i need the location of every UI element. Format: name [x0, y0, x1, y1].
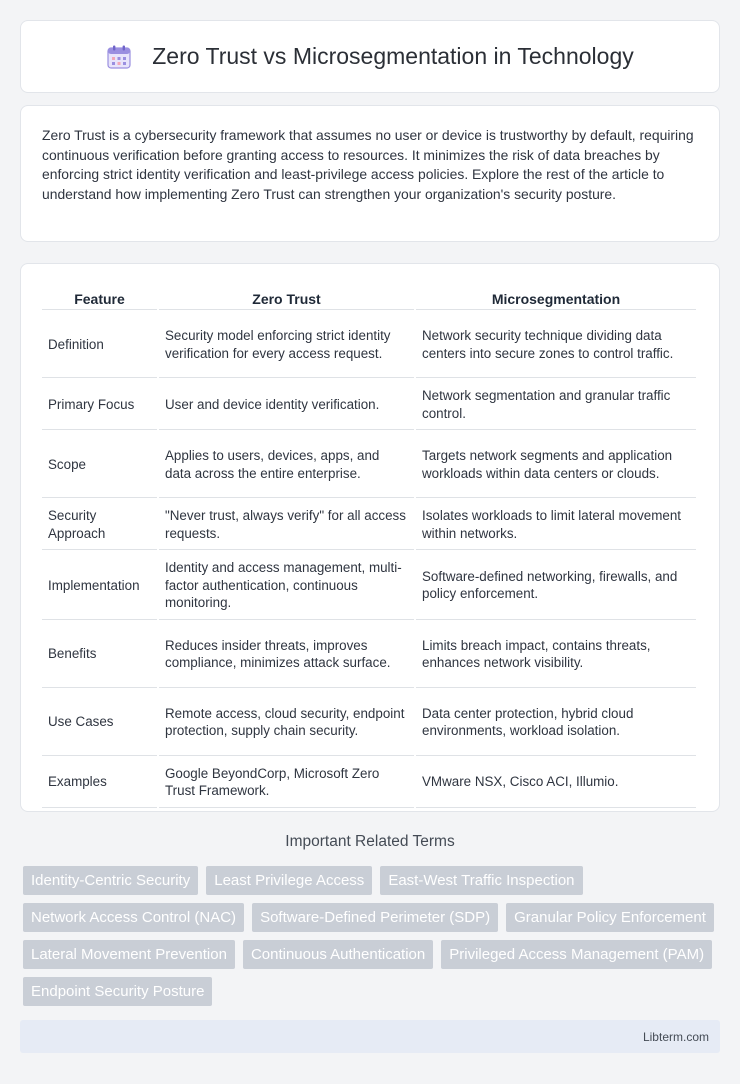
- feature-cell: Use Cases: [42, 690, 157, 756]
- table-row: [42, 380, 696, 430]
- zero-trust-cell: Applies to users, devices, apps, and data across the entire enterprise.: [159, 432, 414, 498]
- zero-trust-cell: Identity and access management, multi-factor authentication, continuous monitoring.: [159, 552, 414, 620]
- related-terms-title: Important Related Terms: [285, 833, 455, 850]
- microsegmentation-cell: Isolates workloads to limit lateral movement within networks.: [416, 500, 696, 550]
- microsegmentation-cell: Limits breach impact, contains threats, enhances network visibility.: [416, 622, 696, 688]
- feature-cell: Scope: [42, 432, 157, 498]
- table-row: [42, 690, 696, 756]
- table-header-row: [42, 286, 696, 310]
- feature-cell: Implementation: [42, 552, 157, 620]
- microsegmentation-cell: Network segmentation and granular traffic control.: [416, 380, 696, 430]
- feature-cell: Definition: [42, 312, 157, 378]
- related-term-tag[interactable]: Privileged Access Management (PAM): [441, 940, 712, 969]
- header-microsegmentation: Microsegmentation: [416, 286, 696, 310]
- zero-trust-cell: Google BeyondCorp, Microsoft Zero Trust Framework.: [159, 758, 414, 808]
- calendar-icon: [106, 44, 132, 70]
- table-row: [42, 622, 696, 688]
- table-row: [42, 312, 696, 378]
- related-term-tag[interactable]: Lateral Movement Prevention: [23, 940, 235, 969]
- page-title: Zero Trust vs Microsegmentation in Technology: [152, 43, 634, 69]
- related-term-tag[interactable]: Software-Defined Perimeter (SDP): [252, 903, 498, 932]
- related-term-tag[interactable]: Endpoint Security Posture: [23, 977, 212, 1006]
- comparison-table-card: [20, 263, 720, 812]
- microsegmentation-cell: Software-defined networking, firewalls, and policy enforcement.: [416, 552, 696, 620]
- zero-trust-cell: Security model enforcing strict identity verification for every access request.: [159, 312, 414, 378]
- footer: [20, 1020, 720, 1053]
- feature-cell: Benefits: [42, 622, 157, 688]
- feature-cell: Security Approach: [42, 500, 157, 550]
- related-terms-list: [23, 866, 723, 1014]
- microsegmentation-cell: Targets network segments and application workloads within data centers or clouds.: [416, 432, 696, 498]
- related-term-tag[interactable]: Continuous Authentication: [243, 940, 433, 969]
- related-term-tag[interactable]: Network Access Control (NAC): [23, 903, 244, 932]
- title-card: [20, 20, 720, 93]
- footer-site-link[interactable]: Libterm.com: [642, 1029, 709, 1044]
- comparison-table: [40, 284, 698, 810]
- table-row: [42, 758, 696, 808]
- zero-trust-cell: User and device identity verification.: [159, 380, 414, 430]
- related-term-tag[interactable]: East-West Traffic Inspection: [380, 866, 582, 895]
- zero-trust-cell: Remote access, cloud security, endpoint protection, supply chain security.: [159, 690, 414, 756]
- microsegmentation-cell: VMware NSX, Cisco ACI, Illumio.: [416, 758, 696, 808]
- intro-text: Zero Trust is a cybersecurity framework that assumes no user or device is trustworthy by default, requiring continuous verification before granting access to resources. It minimizes the risk of data breaches by enforcing strict identity verification and least-privilege access policies. Explore the rest of the article to understand how implementing Zero Trust can strengthen your organization's security posture.: [42, 127, 694, 202]
- feature-cell: Primary Focus: [42, 380, 157, 430]
- zero-trust-cell: Reduces insider threats, improves compliance, minimizes attack surface.: [159, 622, 414, 688]
- related-term-tag[interactable]: Identity-Centric Security: [23, 866, 198, 895]
- related-term-tag[interactable]: Granular Policy Enforcement: [506, 903, 714, 932]
- related-term-tag[interactable]: Least Privilege Access: [206, 866, 372, 895]
- microsegmentation-cell: Data center protection, hybrid cloud environments, workload isolation.: [416, 690, 696, 756]
- feature-cell: Examples: [42, 758, 157, 808]
- table-row: [42, 552, 696, 620]
- zero-trust-cell: "Never trust, always verify" for all access requests.: [159, 500, 414, 550]
- intro-card: [20, 105, 720, 242]
- header-zero-trust: Zero Trust: [159, 286, 414, 310]
- microsegmentation-cell: Network security technique dividing data centers into secure zones to control traffic.: [416, 312, 696, 378]
- table-row: [42, 500, 696, 550]
- table-row: [42, 432, 696, 498]
- header-feature: Feature: [42, 286, 157, 310]
